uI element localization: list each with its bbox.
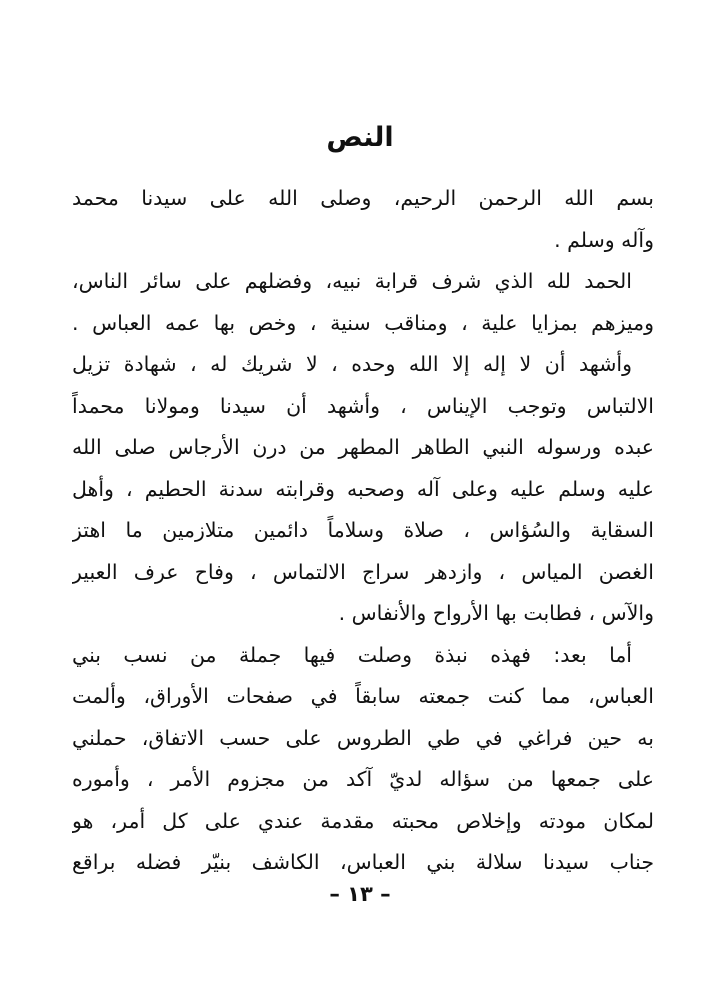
text-line: الغصن المياس ، وازدهر سراج الالتماس ، وفاح عرف العبير <box>72 559 654 584</box>
text-line: به حين فراغي في طي الطروس على حسب الاتفاق، حملني <box>72 725 654 750</box>
text-line: العباس، مما كنت جمعته سابقاً في صفحات الأوراق، وألمت <box>72 684 654 708</box>
body-text <box>72 178 654 884</box>
text-line: جناب سيدنا سلالة بني العباس، الكاشف بنيّر فضله براقع <box>72 850 654 874</box>
text-line: السقاية والسُؤاس ، صلاة وسلاماً دائمين متلازمين ما اهتز <box>72 518 654 542</box>
text-line: عبده ورسوله النبي الطاهر المطهر من درن الأرجاس صلى الله <box>72 435 654 459</box>
page-title: النص <box>326 122 394 153</box>
text-line: لمكان مودته وإخلاص محبته مقدمة عندي على كل أمر، هو <box>72 808 654 833</box>
text-line: الالتباس وتوجب الإيناس ، وأشهد أن سيدنا ومولانا محمداً <box>72 393 654 418</box>
text-line: وأشهد أن لا إله إلا الله وحده ، لا شريك له ، شهادة تزيل <box>72 352 632 376</box>
text-line: على جمعها من سؤاله لديّ آكد من مجزوم الأمر ، وأموره <box>72 767 654 791</box>
text-line: عليه وسلم عليه وعلى آله وصحبه وقرابته سدنة الحطيم ، وأهل <box>72 476 654 501</box>
text-line: الحمد لله الذي شرف قرابة نبيه، وفضلهم على سائر الناس، <box>72 269 632 293</box>
text-line: أما بعد: فهذه نبذة وصلت فيها جملة من نسب بني <box>72 642 632 667</box>
page-number: – ١٣ – <box>329 882 391 906</box>
text-line: وآله وسلم . <box>554 227 654 252</box>
text-line: بسم الله الرحمن الرحيم، وصلى الله على سيدنا محمد <box>72 186 654 210</box>
text-line: والآس ، فطابت بها الأرواح والأنفاس . <box>338 601 654 625</box>
text-line: وميزهم بمزايا علية ، ومناقب سنية ، وخص بها عمه العباس . <box>72 310 654 335</box>
